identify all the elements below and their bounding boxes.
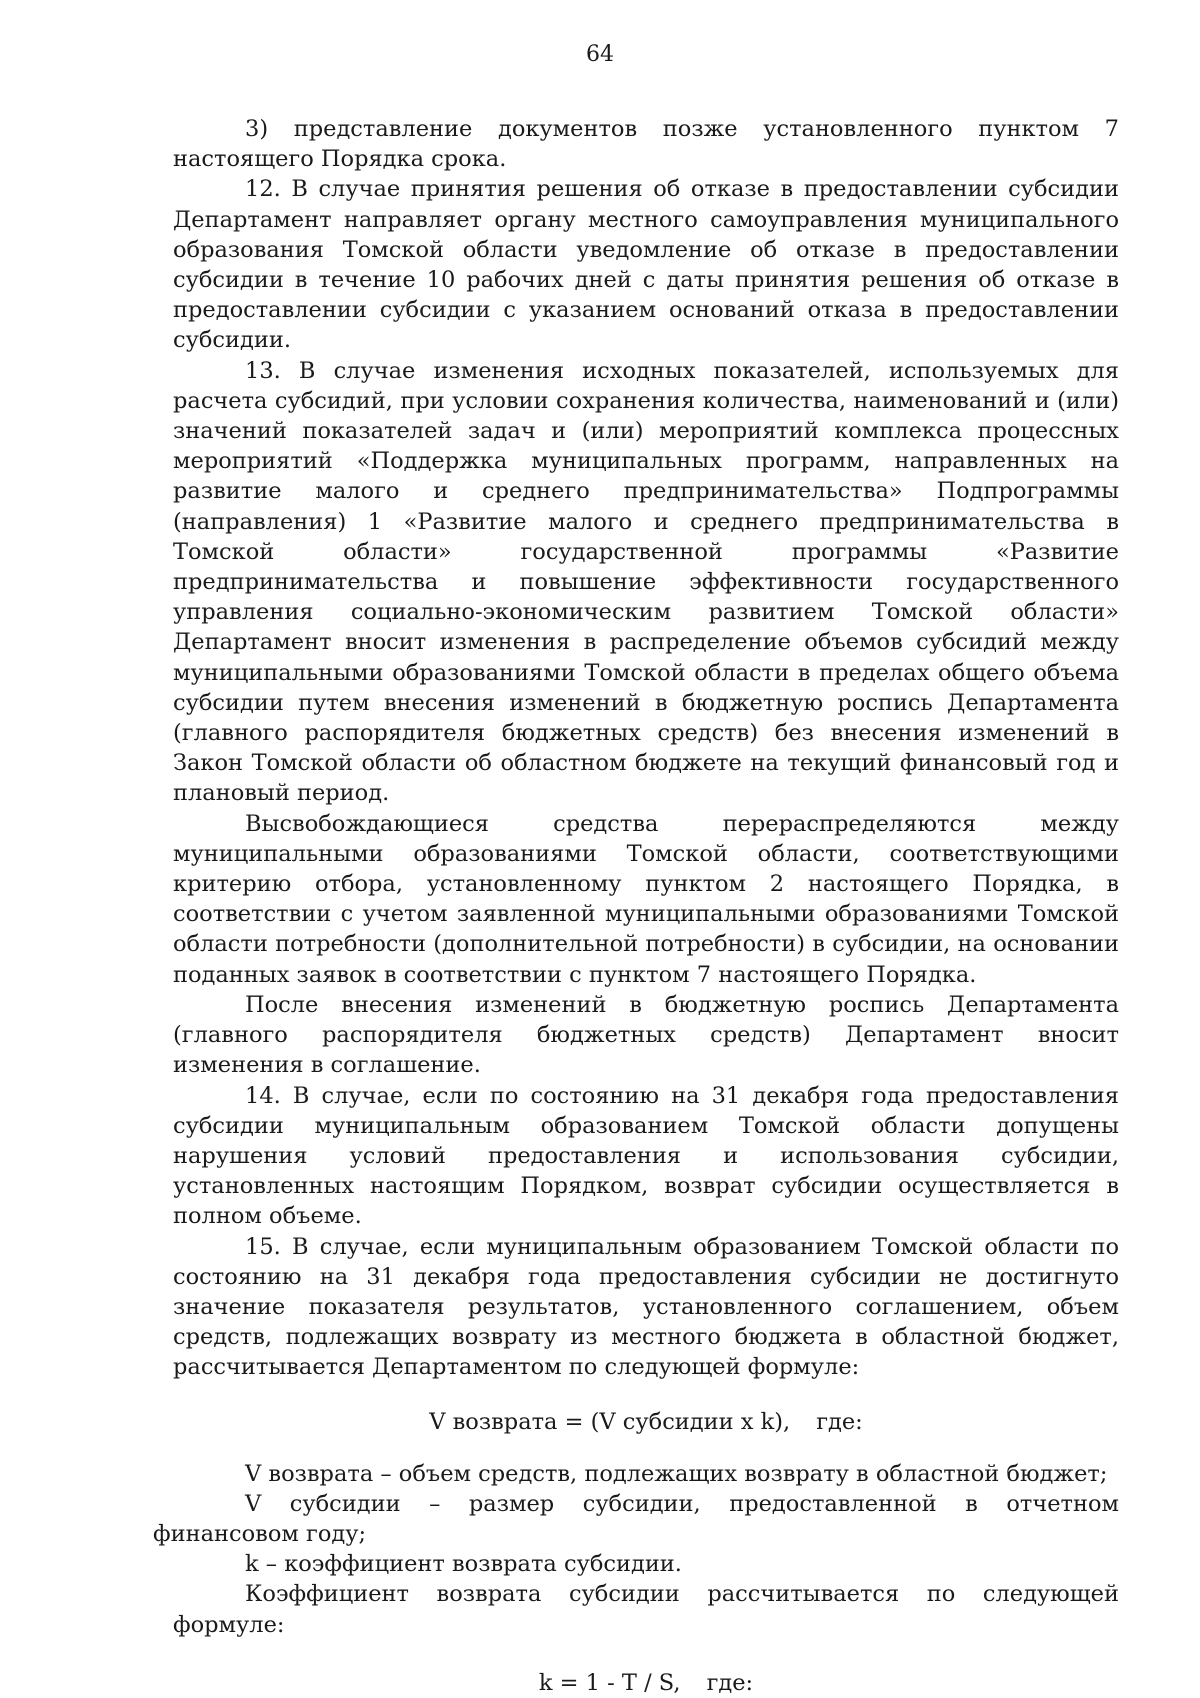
paragraph-clause-15: 15. В случае, если муниципальным образованием Томской области по состоянию на 31 декабря года предоставления субсидии не достигнуто значение показателя результатов, установленного соглашением, объем средств, подлежащих возврату из местного бюджета в областной бюджет, рассчитывается Департаментом по следующей формуле: (173, 1233, 1119, 1381)
definition-v-return: V возврата – объем средств, подлежащих возврату в областной бюджет; (245, 1460, 1108, 1487)
definition-k: k – коэффициент возврата субсидии. (245, 1551, 682, 1578)
coefficient-intro: Коэффициент возврата субсидии рассчитывается по следующей формуле: (173, 1581, 1119, 1638)
formula-expression: V возврата = (V субсидии x k), (429, 1408, 791, 1435)
formula-coefficient (173, 1668, 1119, 1698)
page-number: 64 (586, 42, 614, 67)
paragraph-item-3: 3) представление документов позже установленного пунктом 7 настоящего Порядка срока. (173, 116, 1119, 173)
formula-expression: k = 1 - T / S, (538, 1669, 681, 1696)
paragraph-released-funds: Высвобождающиеся средства перераспределяются между муниципальными образованиями Томской области, соответствующими критерию отбора, установленному пунктом 2 настоящего Порядка, в соответствии с учетом заявленной муниципальными образованиями Томской области потребности (дополнительной потребности) в субсидии, на основании поданных заявок в соответствии с пунктом 7 настоящего Порядка. (173, 810, 1119, 988)
document-body (153, 114, 1119, 1698)
formula-return-volume (173, 1407, 1119, 1437)
formula-where: где: (706, 1669, 754, 1696)
paragraph-clause-14: 14. В случае, если по состоянию на 31 декабря года предоставления субсидии муниципальным образованием Томской области допущены нарушения условий предоставления и использования субсидии, установленных настоящим Порядком, возврат субсидии осуществляется в полном объеме. (173, 1082, 1119, 1230)
paragraph-clause-12: 12. В случае принятия решения об отказе в предоставлении субсидии Департамент направляет органу местного самоуправления муниципального образования Томской области уведомление об отказе в предоставлении субсидии в течение 10 рабочих дней с даты принятия решения об отказе в предоставлении субсидии с указанием оснований отказа в предоставлении субсидии. (173, 176, 1119, 354)
formula-where: где: (816, 1408, 863, 1435)
paragraph-after-changes: После внесения изменений в бюджетную роспись Департамента (главного распорядителя бюджетных средств) Департамент вносит изменения в соглашение. (173, 991, 1119, 1079)
definition-v-subsidy: V субсидии – размер субсидии, предоставленной в отчетном финансовом году; (153, 1490, 1119, 1547)
paragraph-clause-13: 13. В случае изменения исходных показателей, используемых для расчета субсидий, при условии сохранения количества, наименований и (или) значений показателей задач и (или) мероприятий комплекса процессных мероприятий «Поддержка муниципальных программ, направленных на развитие малого и среднего предпринимательства» Подпрограммы (направления) 1 «Развитие малого и среднего предпринимательства в Томской области» государственной программы «Развитие предпринимательства и повышение эффективности государственного управления социально-экономическим развитием Томской области» Департамент вносит изменения в распределение объемов субсидий между муниципальными образованиями Томской области в пределах общего объема субсидии путем внесения изменений в бюджетную роспись Департамента (главного распорядителя бюджетных средств) без внесения изменений в Закон Томской области об областном бюджете на текущий финансовый год и плановый период. (173, 357, 1119, 807)
